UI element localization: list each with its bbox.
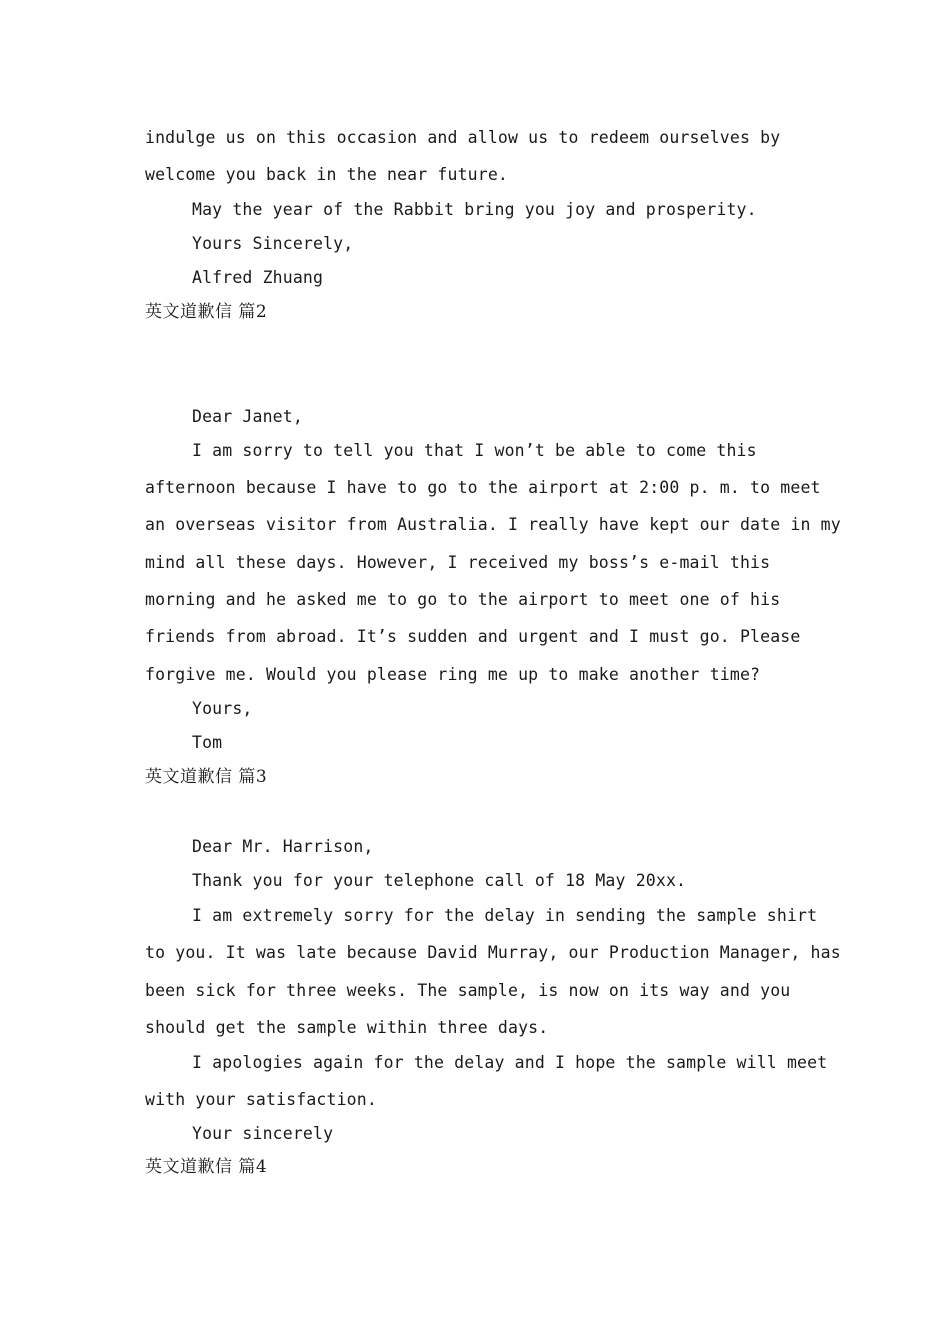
body-line: indulge us on this occasion and allow us to redeem ourselves by <box>145 128 781 147</box>
body-line: to you. It was late because David Murray, our Production Manager, has <box>145 943 841 962</box>
body-line: should get the sample within three days. <box>145 1018 549 1037</box>
section-heading-4: 英文道歉信 篇4 <box>145 1157 268 1177</box>
body-line: afternoon because I have to go to the airport at 2:00 p. m. to meet <box>145 478 821 497</box>
body-line: I apologies again for the delay and I hope the sample will meet <box>192 1053 828 1072</box>
body-line: mind all these days. However, I received my boss’s e-mail this <box>145 553 771 572</box>
signoff: Yours Sincerely, <box>192 234 354 253</box>
salutation: Dear Janet, <box>192 407 303 426</box>
body-line: Thank you for your telephone call of 18 May 20xx. <box>192 871 687 890</box>
body-line: an overseas visitor from Australia. I really have kept our date in my <box>145 515 841 534</box>
signature: Tom <box>192 733 223 752</box>
body-line: forgive me. Would you please ring me up to make another time? <box>145 665 761 684</box>
salutation: Dear Mr. Harrison, <box>192 837 374 856</box>
body-line: welcome you back in the near future. <box>145 165 509 184</box>
section-heading-2: 英文道歉信 篇2 <box>145 302 268 322</box>
signature: Alfred Zhuang <box>192 268 324 287</box>
body-line: I am extremely sorry for the delay in sending the sample shirt <box>192 906 818 925</box>
body-line: been sick for three weeks. The sample, is now on its way and you <box>145 981 791 1000</box>
signoff: Your sincerely <box>192 1124 334 1143</box>
body-line: with your satisfaction. <box>145 1090 377 1109</box>
signoff: Yours, <box>192 699 253 718</box>
body-line: I am sorry to tell you that I won’t be able to come this <box>192 441 757 460</box>
section-heading-3: 英文道歉信 篇3 <box>145 767 268 787</box>
body-line: friends from abroad. It’s sudden and urgent and I must go. Please <box>145 627 801 646</box>
closing-line: May the year of the Rabbit bring you joy and prosperity. <box>192 200 757 219</box>
body-line: morning and he asked me to go to the airport to meet one of his <box>145 590 781 609</box>
